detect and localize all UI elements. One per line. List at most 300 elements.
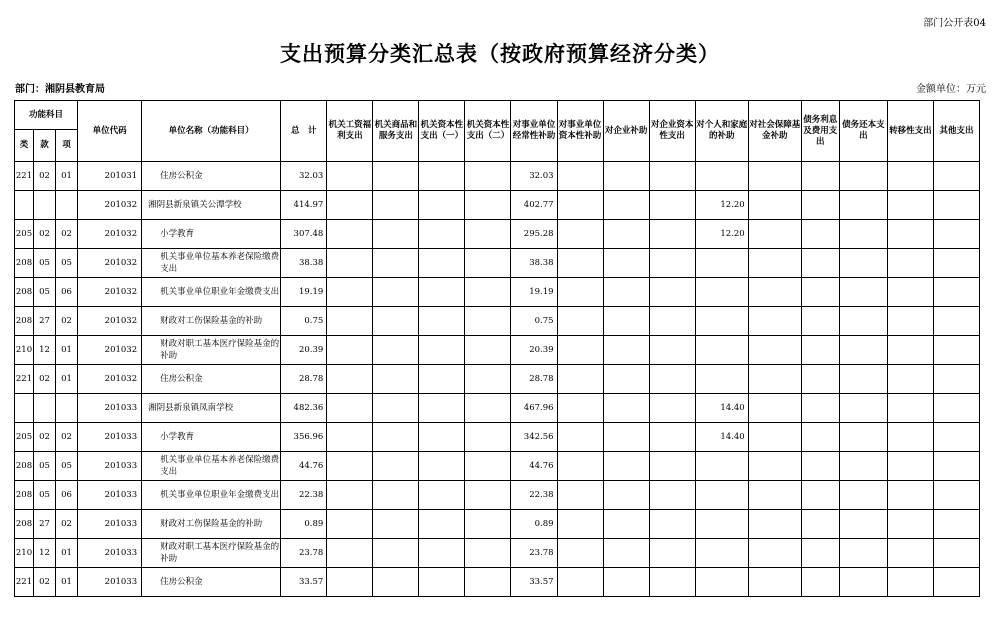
cell-col-2	[373, 336, 419, 365]
cell-col-3	[419, 336, 465, 365]
cell-col-1	[327, 452, 373, 481]
cell-col-8	[649, 510, 695, 539]
cell-col-8	[649, 365, 695, 394]
cell-col-8	[649, 162, 695, 191]
cell-col-10	[748, 249, 801, 278]
cell-col-7	[603, 307, 649, 336]
cell-xiang	[56, 394, 78, 423]
cell-col-2	[373, 307, 419, 336]
cell-unit-name: 小学教育	[142, 220, 281, 249]
cell-col-1	[327, 336, 373, 365]
cell-col-2	[373, 452, 419, 481]
cell-col-5: 295.28	[511, 220, 557, 249]
cell-col-5: 38.38	[511, 249, 557, 278]
cell-kuan: 02	[34, 423, 56, 452]
cell-kuan: 05	[34, 452, 56, 481]
cell-col-1	[327, 220, 373, 249]
cell-col-14	[933, 510, 979, 539]
cell-col-3	[419, 249, 465, 278]
cell-col-11	[801, 539, 839, 568]
cell-total: 38.38	[281, 249, 327, 278]
cell-lei: 208	[15, 510, 34, 539]
header-func-subject: 功能科目	[15, 101, 78, 130]
cell-col-7	[603, 452, 649, 481]
cell-col-2	[373, 568, 419, 597]
cell-col-2	[373, 510, 419, 539]
cell-col-14	[933, 481, 979, 510]
cell-col-7	[603, 249, 649, 278]
cell-col-3	[419, 191, 465, 220]
cell-unit-name: 湘阴县新泉镇关公潭学校	[142, 191, 281, 220]
cell-col-11	[801, 510, 839, 539]
cell-col-13	[887, 249, 933, 278]
cell-xiang: 06	[56, 481, 78, 510]
cell-col-7	[603, 394, 649, 423]
header-col-1: 机关工资福利支出	[327, 101, 373, 162]
cell-xiang: 02	[56, 423, 78, 452]
cell-col-14	[933, 394, 979, 423]
cell-col-13	[887, 307, 933, 336]
cell-col-2	[373, 365, 419, 394]
cell-total: 32.03	[281, 162, 327, 191]
cell-xiang: 02	[56, 220, 78, 249]
table-row	[15, 539, 980, 568]
cell-unit-code: 201032	[78, 336, 142, 365]
table-row	[15, 568, 980, 597]
cell-total: 19.19	[281, 278, 327, 307]
cell-col-3	[419, 539, 465, 568]
cell-total: 356.96	[281, 423, 327, 452]
cell-col-13	[887, 336, 933, 365]
cell-col-14	[933, 278, 979, 307]
cell-col-14	[933, 539, 979, 568]
cell-col-11	[801, 452, 839, 481]
cell-col-6	[557, 365, 603, 394]
cell-col-13	[887, 481, 933, 510]
cell-col-9: 14.40	[695, 423, 748, 452]
cell-col-12	[839, 568, 887, 597]
cell-total: 28.78	[281, 365, 327, 394]
cell-unit-name: 财政对工伤保险基金的补助	[142, 307, 281, 336]
cell-col-7	[603, 365, 649, 394]
cell-col-5: 342.56	[511, 423, 557, 452]
cell-col-12	[839, 394, 887, 423]
cell-col-11	[801, 278, 839, 307]
header-col-3: 机关资本性支出（一）	[419, 101, 465, 162]
cell-col-10	[748, 568, 801, 597]
cell-col-4	[465, 423, 511, 452]
cell-col-1	[327, 307, 373, 336]
cell-col-10	[748, 365, 801, 394]
cell-lei: 205	[15, 220, 34, 249]
cell-unit-code: 201033	[78, 568, 142, 597]
cell-col-10	[748, 510, 801, 539]
cell-xiang: 01	[56, 162, 78, 191]
cell-kuan: 02	[34, 568, 56, 597]
cell-col-13	[887, 220, 933, 249]
cell-col-7	[603, 539, 649, 568]
cell-col-6	[557, 307, 603, 336]
cell-col-14	[933, 249, 979, 278]
cell-col-6	[557, 481, 603, 510]
cell-col-4	[465, 191, 511, 220]
cell-col-9	[695, 452, 748, 481]
cell-col-3	[419, 278, 465, 307]
cell-kuan: 12	[34, 336, 56, 365]
cell-col-9	[695, 336, 748, 365]
cell-col-2	[373, 423, 419, 452]
cell-col-10	[748, 481, 801, 510]
cell-col-4	[465, 278, 511, 307]
cell-col-2	[373, 394, 419, 423]
cell-xiang: 01	[56, 539, 78, 568]
cell-lei: 221	[15, 568, 34, 597]
table-row	[15, 249, 980, 278]
cell-total: 414.97	[281, 191, 327, 220]
cell-unit-code: 201032	[78, 191, 142, 220]
cell-col-1	[327, 365, 373, 394]
cell-col-5: 0.75	[511, 307, 557, 336]
header-xiang: 项	[56, 130, 78, 162]
cell-col-3	[419, 452, 465, 481]
cell-kuan	[34, 191, 56, 220]
cell-col-10	[748, 162, 801, 191]
cell-col-7	[603, 278, 649, 307]
cell-xiang: 01	[56, 336, 78, 365]
cell-col-13	[887, 365, 933, 394]
header-kuan: 款	[34, 130, 56, 162]
cell-col-6	[557, 191, 603, 220]
cell-unit-name: 小学教育	[142, 423, 281, 452]
cell-col-4	[465, 539, 511, 568]
cell-col-4	[465, 307, 511, 336]
cell-unit-name: 住房公积金	[142, 162, 281, 191]
cell-col-5: 28.78	[511, 365, 557, 394]
cell-col-5: 33.57	[511, 568, 557, 597]
cell-col-2	[373, 191, 419, 220]
cell-col-11	[801, 568, 839, 597]
cell-col-12	[839, 423, 887, 452]
cell-col-7	[603, 510, 649, 539]
cell-col-11	[801, 365, 839, 394]
cell-kuan: 02	[34, 365, 56, 394]
cell-total: 20.39	[281, 336, 327, 365]
table-row	[15, 336, 980, 365]
table-row	[15, 307, 980, 336]
cell-unit-name: 财政对职工基本医疗保险基金的补助	[142, 336, 281, 365]
cell-col-12	[839, 249, 887, 278]
cell-unit-name: 湘阴县新泉镇凤南学校	[142, 394, 281, 423]
cell-col-2	[373, 220, 419, 249]
cell-col-13	[887, 162, 933, 191]
cell-col-7	[603, 220, 649, 249]
header-col-9: 对个人和家庭的补助	[695, 101, 748, 162]
cell-lei	[15, 191, 34, 220]
header-col-8: 对企业资本性支出	[649, 101, 695, 162]
cell-col-9: 12.20	[695, 220, 748, 249]
cell-col-4	[465, 162, 511, 191]
header-col-4: 机关资本性支出（二）	[465, 101, 511, 162]
cell-unit-code: 201033	[78, 452, 142, 481]
cell-total: 22.38	[281, 481, 327, 510]
header-col-11: 债务利息及费用支出	[801, 101, 839, 162]
cell-total: 44.76	[281, 452, 327, 481]
cell-total: 482.36	[281, 394, 327, 423]
cell-col-7	[603, 568, 649, 597]
header-col-13: 转移性支出	[887, 101, 933, 162]
cell-xiang: 01	[56, 568, 78, 597]
cell-col-4	[465, 365, 511, 394]
cell-col-12	[839, 481, 887, 510]
cell-col-8	[649, 423, 695, 452]
table-row	[15, 220, 980, 249]
cell-col-3	[419, 162, 465, 191]
header-col-10: 对社会保障基金补助	[748, 101, 801, 162]
cell-total: 307.48	[281, 220, 327, 249]
cell-lei: 210	[15, 539, 34, 568]
cell-col-2	[373, 249, 419, 278]
department-label: 部门：湘阴县教育局	[15, 84, 105, 95]
cell-col-8	[649, 191, 695, 220]
cell-col-1	[327, 249, 373, 278]
cell-xiang: 02	[56, 307, 78, 336]
cell-lei: 208	[15, 452, 34, 481]
cell-col-14	[933, 191, 979, 220]
cell-col-1	[327, 162, 373, 191]
cell-col-1	[327, 191, 373, 220]
cell-col-12	[839, 336, 887, 365]
cell-col-9	[695, 539, 748, 568]
cell-unit-code: 201032	[78, 278, 142, 307]
cell-col-6	[557, 510, 603, 539]
cell-col-11	[801, 336, 839, 365]
cell-xiang: 05	[56, 452, 78, 481]
cell-col-3	[419, 423, 465, 452]
cell-col-9	[695, 278, 748, 307]
cell-col-13	[887, 278, 933, 307]
cell-lei	[15, 394, 34, 423]
cell-col-14	[933, 336, 979, 365]
cell-col-3	[419, 481, 465, 510]
header-col-6: 对事业单位资本性补助	[557, 101, 603, 162]
cell-col-12	[839, 162, 887, 191]
cell-unit-code: 201031	[78, 162, 142, 191]
cell-col-6	[557, 249, 603, 278]
cell-unit-code: 201033	[78, 510, 142, 539]
cell-kuan: 12	[34, 539, 56, 568]
cell-col-1	[327, 539, 373, 568]
cell-col-11	[801, 249, 839, 278]
cell-col-6	[557, 452, 603, 481]
cell-col-9	[695, 481, 748, 510]
table-body	[15, 162, 980, 597]
cell-lei: 208	[15, 249, 34, 278]
cell-kuan: 02	[34, 162, 56, 191]
cell-col-3	[419, 365, 465, 394]
cell-col-3	[419, 307, 465, 336]
cell-col-6	[557, 220, 603, 249]
cell-col-9	[695, 249, 748, 278]
cell-col-12	[839, 452, 887, 481]
cell-col-5: 467.96	[511, 394, 557, 423]
cell-col-11	[801, 481, 839, 510]
cell-col-14	[933, 365, 979, 394]
cell-col-9	[695, 510, 748, 539]
cell-col-13	[887, 394, 933, 423]
cell-col-3	[419, 220, 465, 249]
cell-col-4	[465, 394, 511, 423]
cell-col-8	[649, 539, 695, 568]
cell-col-7	[603, 423, 649, 452]
table-row	[15, 162, 980, 191]
cell-col-11	[801, 191, 839, 220]
cell-col-13	[887, 539, 933, 568]
cell-col-3	[419, 510, 465, 539]
cell-unit-code: 201032	[78, 249, 142, 278]
cell-col-5: 19.19	[511, 278, 557, 307]
cell-col-14	[933, 220, 979, 249]
header-col-5: 对事业单位经常性补助	[511, 101, 557, 162]
cell-col-12	[839, 191, 887, 220]
cell-col-9	[695, 568, 748, 597]
cell-col-6	[557, 539, 603, 568]
cell-lei: 205	[15, 423, 34, 452]
cell-unit-name: 机关事业单位基本养老保险缴费支出	[142, 452, 281, 481]
header-col-2: 机关商品和服务支出	[373, 101, 419, 162]
cell-col-1	[327, 481, 373, 510]
cell-col-4	[465, 220, 511, 249]
cell-col-7	[603, 191, 649, 220]
amount-unit-label: 金额单位：万元	[916, 84, 986, 95]
cell-col-2	[373, 278, 419, 307]
cell-col-1	[327, 568, 373, 597]
header-unit-name: 单位名称（功能科目）	[142, 101, 281, 162]
cell-col-12	[839, 539, 887, 568]
cell-col-14	[933, 452, 979, 481]
header-col-12: 债务还本支出	[839, 101, 887, 162]
cell-col-12	[839, 278, 887, 307]
cell-col-8	[649, 481, 695, 510]
cell-col-4	[465, 452, 511, 481]
cell-unit-name: 财政对职工基本医疗保险基金的补助	[142, 539, 281, 568]
cell-col-13	[887, 452, 933, 481]
cell-unit-name: 财政对工伤保险基金的补助	[142, 510, 281, 539]
cell-col-9	[695, 162, 748, 191]
cell-col-1	[327, 278, 373, 307]
cell-col-4	[465, 336, 511, 365]
cell-col-8	[649, 336, 695, 365]
cell-col-9: 14.40	[695, 394, 748, 423]
cell-col-10	[748, 452, 801, 481]
cell-col-8	[649, 220, 695, 249]
cell-kuan: 02	[34, 220, 56, 249]
cell-col-9	[695, 307, 748, 336]
cell-lei: 208	[15, 481, 34, 510]
cell-lei: 210	[15, 336, 34, 365]
cell-unit-code: 201032	[78, 220, 142, 249]
cell-col-5: 402.77	[511, 191, 557, 220]
table-row	[15, 481, 980, 510]
cell-col-7	[603, 162, 649, 191]
cell-xiang: 05	[56, 249, 78, 278]
header-col-7: 对企业补助	[603, 101, 649, 162]
cell-kuan: 05	[34, 278, 56, 307]
cell-col-3	[419, 394, 465, 423]
cell-col-13	[887, 191, 933, 220]
cell-col-1	[327, 423, 373, 452]
cell-col-10	[748, 220, 801, 249]
table-row	[15, 452, 980, 481]
cell-xiang: 06	[56, 278, 78, 307]
cell-col-14	[933, 162, 979, 191]
cell-col-4	[465, 249, 511, 278]
cell-total: 33.57	[281, 568, 327, 597]
cell-col-10	[748, 539, 801, 568]
cell-col-13	[887, 423, 933, 452]
budget-table	[14, 100, 980, 597]
cell-unit-name: 机关事业单位基本养老保险缴费支出	[142, 249, 281, 278]
cell-col-13	[887, 568, 933, 597]
cell-col-6	[557, 394, 603, 423]
cell-col-1	[327, 510, 373, 539]
cell-col-12	[839, 510, 887, 539]
cell-col-9	[695, 365, 748, 394]
cell-col-11	[801, 423, 839, 452]
cell-unit-code: 201032	[78, 307, 142, 336]
cell-col-4	[465, 481, 511, 510]
cell-col-5: 22.38	[511, 481, 557, 510]
header-unit-code: 单位代码	[78, 101, 142, 162]
cell-col-10	[748, 423, 801, 452]
table-row	[15, 423, 980, 452]
cell-col-2	[373, 481, 419, 510]
cell-col-12	[839, 220, 887, 249]
cell-col-5: 32.03	[511, 162, 557, 191]
table-row	[15, 365, 980, 394]
cell-total: 23.78	[281, 539, 327, 568]
cell-col-8	[649, 278, 695, 307]
cell-col-10	[748, 394, 801, 423]
cell-col-5: 44.76	[511, 452, 557, 481]
cell-col-6	[557, 336, 603, 365]
cell-col-13	[887, 510, 933, 539]
cell-col-11	[801, 162, 839, 191]
cell-col-8	[649, 249, 695, 278]
cell-unit-code: 201032	[78, 365, 142, 394]
cell-xiang	[56, 191, 78, 220]
cell-col-11	[801, 394, 839, 423]
cell-col-4	[465, 568, 511, 597]
cell-unit-code: 201033	[78, 539, 142, 568]
cell-lei: 221	[15, 365, 34, 394]
cell-col-7	[603, 336, 649, 365]
cell-col-6	[557, 278, 603, 307]
cell-col-8	[649, 394, 695, 423]
header-col-14: 其他支出	[933, 101, 979, 162]
cell-xiang: 02	[56, 510, 78, 539]
cell-col-12	[839, 307, 887, 336]
cell-col-6	[557, 423, 603, 452]
cell-total: 0.89	[281, 510, 327, 539]
cell-col-11	[801, 220, 839, 249]
cell-col-9: 12.20	[695, 191, 748, 220]
cell-col-2	[373, 539, 419, 568]
cell-col-6	[557, 162, 603, 191]
cell-kuan: 05	[34, 481, 56, 510]
cell-col-3	[419, 568, 465, 597]
cell-col-5: 0.89	[511, 510, 557, 539]
cell-col-14	[933, 307, 979, 336]
